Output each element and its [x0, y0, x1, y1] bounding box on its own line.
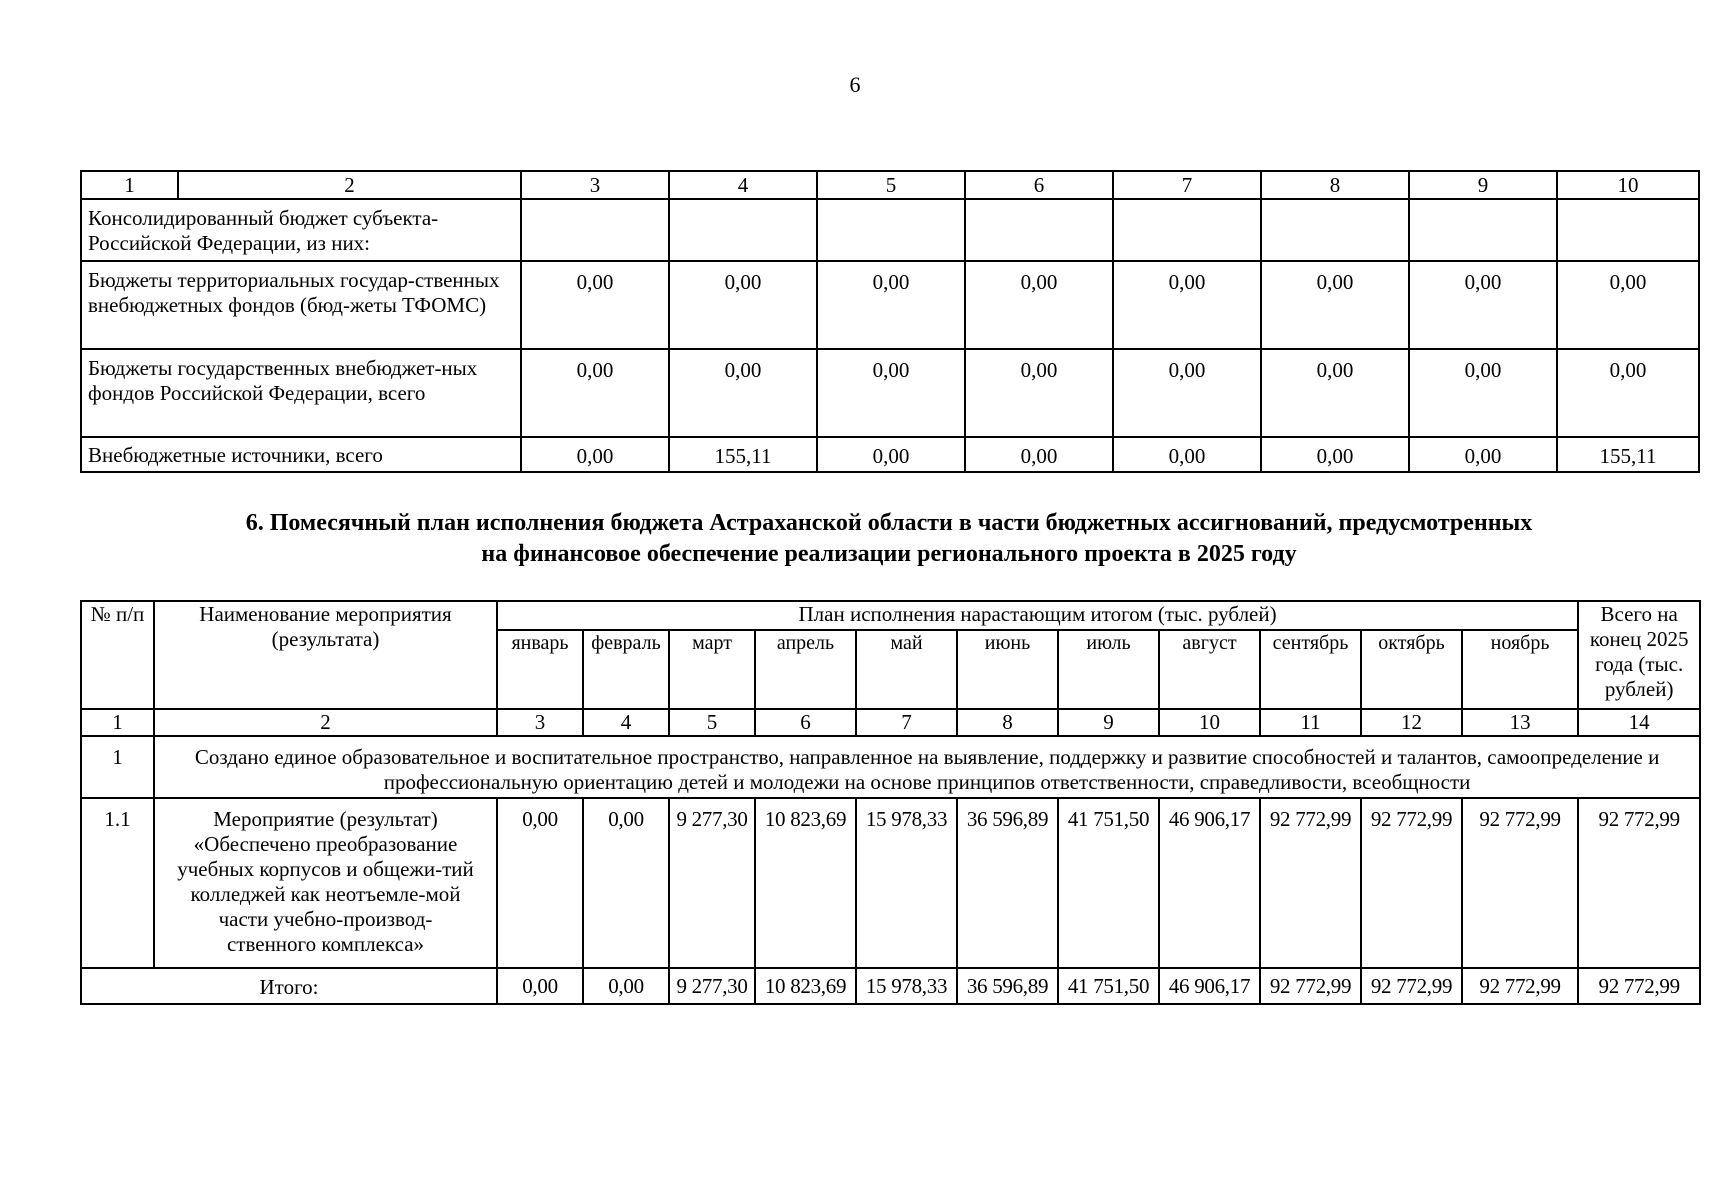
row-label: Бюджеты территориальных государ-ственных внебюджетных фондов (бюд-жеты ТФОМС) [81, 261, 521, 349]
header-number: № п/п [81, 601, 154, 709]
table2-item-row [81, 798, 1700, 968]
section-title [80, 508, 1698, 570]
total-value: 10 823,69 [755, 968, 856, 1004]
table1-header-cell: 6 [965, 171, 1113, 199]
cell-value: 0,00 [965, 349, 1113, 437]
cell-value: 0,00 [1557, 349, 1699, 437]
total-value: 92 772,99 [1578, 968, 1700, 1004]
index-cell: 7 [856, 709, 957, 736]
cell-value: 92 772,99 [1462, 798, 1578, 968]
table2-total-row [81, 968, 1700, 1004]
month-header: январь [497, 630, 583, 709]
cell-value: 0,00 [1113, 437, 1261, 472]
budget-sources-table [80, 170, 1700, 473]
cell-value: 36 596,89 [957, 798, 1058, 968]
table-row [81, 349, 1699, 437]
table-row [81, 261, 1699, 349]
index-cell: 9 [1058, 709, 1159, 736]
cell-value: 0,00 [817, 261, 965, 349]
total-value: 9 277,30 [669, 968, 755, 1004]
total-value: 36 596,89 [957, 968, 1058, 1004]
section-text: Создано единое образовательное и воспитательное пространство, направленное на выявление, поддержку и развитие способностей и талантов, самоопределение и профессиональную ориентацию детей и молодежи на основе принципов ответственности, справедливости, всеобщности [154, 736, 1700, 798]
table2-index-row [81, 709, 1700, 736]
table-row [81, 437, 1699, 472]
header-year-total: Всего на конец 2025 года (тыс. рублей) [1578, 601, 1700, 709]
table-row [81, 199, 1699, 261]
cell-value: 0,00 [521, 349, 669, 437]
table1-header-cell: 4 [669, 171, 817, 199]
cell-value: 0,00 [497, 798, 583, 968]
table1-header-cell: 7 [1113, 171, 1261, 199]
table1-header-cell: 9 [1409, 171, 1557, 199]
total-value: 41 751,50 [1058, 968, 1159, 1004]
index-cell: 1 [81, 709, 154, 736]
cell-value: 0,00 [583, 798, 669, 968]
cell-value: 0,00 [1113, 349, 1261, 437]
cell-value: 155,11 [1557, 437, 1699, 472]
month-header: октябрь [1361, 630, 1462, 709]
total-value: 0,00 [497, 968, 583, 1004]
table1-header-cell: 8 [1261, 171, 1409, 199]
cell-value: 92 772,99 [1578, 798, 1700, 968]
index-cell: 6 [755, 709, 856, 736]
cell-value: 10 823,69 [755, 798, 856, 968]
cell-value [1409, 199, 1557, 261]
cell-value: 0,00 [965, 261, 1113, 349]
item-number: 1.1 [81, 798, 154, 968]
month-header: май [856, 630, 957, 709]
month-header: февраль [583, 630, 669, 709]
cell-value: 0,00 [521, 261, 669, 349]
cell-value: 0,00 [1409, 437, 1557, 472]
section-title-line: на финансовое обеспечение реализации регионального проекта в 2025 году [481, 541, 1297, 567]
table1-header-cell: 1 [81, 171, 178, 199]
page-number: 6 [849, 72, 861, 97]
table1-header-row [81, 171, 1699, 199]
section-number: 1 [81, 736, 154, 798]
index-cell: 2 [154, 709, 497, 736]
month-header: апрель [755, 630, 856, 709]
table1-header-cell: 10 [1557, 171, 1699, 199]
cell-value: 0,00 [817, 437, 965, 472]
cell-value: 0,00 [1113, 261, 1261, 349]
cell-value: 0,00 [669, 261, 817, 349]
total-value: 92 772,99 [1361, 968, 1462, 1004]
section-title-line: 6. Помесячный план исполнения бюджета Астраханской области в части бюджетных ассигнований, предусмотренных [245, 510, 1533, 536]
row-label: Внебюджетные источники, всего [81, 437, 521, 472]
index-cell: 8 [957, 709, 1058, 736]
cell-value: 9 277,30 [669, 798, 755, 968]
cell-value: 0,00 [1261, 261, 1409, 349]
cell-value: 0,00 [1261, 437, 1409, 472]
cell-value: 0,00 [521, 437, 669, 472]
total-value: 46 906,17 [1159, 968, 1260, 1004]
row-label: Бюджеты государственных внебюджет-ных фондов Российской Федерации, всего [81, 349, 521, 437]
total-value: 0,00 [583, 968, 669, 1004]
cell-value [521, 199, 669, 261]
total-label: Итого: [81, 968, 497, 1004]
cell-value: 0,00 [1557, 261, 1699, 349]
cell-value: 0,00 [1261, 349, 1409, 437]
index-cell: 10 [1159, 709, 1260, 736]
index-cell: 3 [497, 709, 583, 736]
cell-value: 0,00 [1409, 349, 1557, 437]
index-cell: 11 [1260, 709, 1361, 736]
month-header: март [669, 630, 755, 709]
cell-value: 92 772,99 [1361, 798, 1462, 968]
cell-value: 92 772,99 [1260, 798, 1361, 968]
cell-value [1261, 199, 1409, 261]
cell-value: 0,00 [965, 437, 1113, 472]
table1-header-cell: 5 [817, 171, 965, 199]
item-name: Мероприятие (результат) «Обеспечено преобразование учебных корпусов и общежи-тий колледжей как неотъемле-мой части учебно-производ-ственного комплекса» [154, 798, 497, 968]
table1-header-cell: 3 [521, 171, 669, 199]
cell-value [669, 199, 817, 261]
table2-header-row [81, 601, 1700, 630]
index-cell: 12 [1361, 709, 1462, 736]
monthly-plan-table [80, 600, 1701, 1005]
table1-header-cell: 2 [178, 171, 521, 199]
month-header: сентябрь [1260, 630, 1361, 709]
cell-value: 46 906,17 [1159, 798, 1260, 968]
cell-value [965, 199, 1113, 261]
cell-value: 0,00 [817, 349, 965, 437]
total-value: 92 772,99 [1462, 968, 1578, 1004]
month-header: июль [1058, 630, 1159, 709]
cell-value: 0,00 [1409, 261, 1557, 349]
total-value: 92 772,99 [1260, 968, 1361, 1004]
month-header: июнь [957, 630, 1058, 709]
index-cell: 13 [1462, 709, 1578, 736]
cell-value: 41 751,50 [1058, 798, 1159, 968]
index-cell: 14 [1578, 709, 1700, 736]
header-event-name: Наименование мероприятия (результата) [154, 601, 497, 709]
cell-value: 15 978,33 [856, 798, 957, 968]
table2-section-row [81, 736, 1700, 798]
cell-value: 0,00 [669, 349, 817, 437]
total-value: 15 978,33 [856, 968, 957, 1004]
month-header: ноябрь [1462, 630, 1578, 709]
cell-value [1113, 199, 1261, 261]
month-header: август [1159, 630, 1260, 709]
row-label: Консолидированный бюджет субъекта-Российской Федерации, из них: [81, 199, 521, 261]
index-cell: 4 [583, 709, 669, 736]
cell-value: 155,11 [669, 437, 817, 472]
cell-value [817, 199, 965, 261]
index-cell: 5 [669, 709, 755, 736]
header-plan: План исполнения нарастающим итогом (тыс. рублей) [497, 601, 1578, 630]
cell-value [1557, 199, 1699, 261]
